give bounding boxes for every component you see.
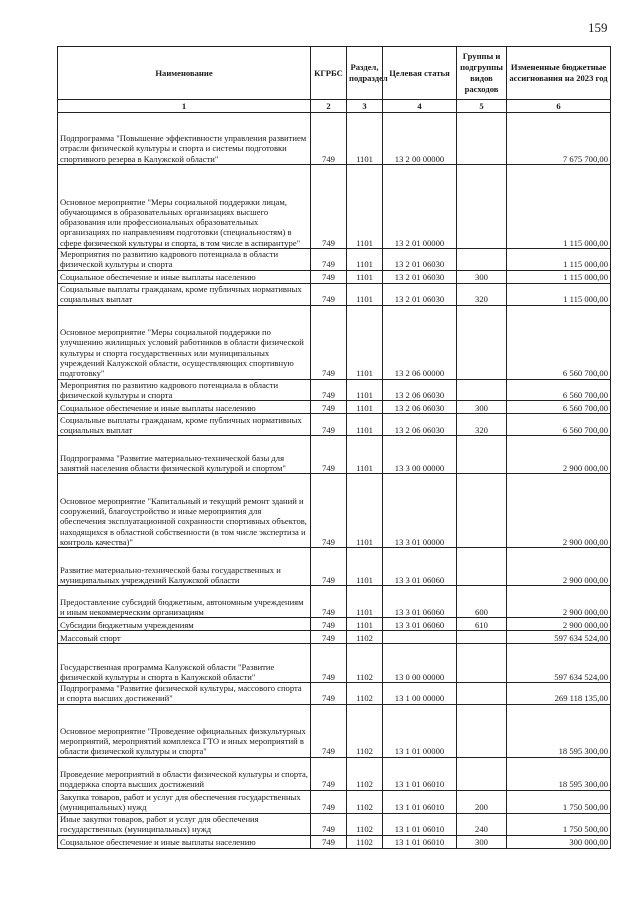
budget-table [57,46,611,849]
table-row [58,757,611,790]
table-row [58,790,611,813]
table-row [58,618,611,631]
row-group [457,165,507,249]
row-section: 1101 [347,548,383,586]
row-group [457,548,507,586]
row-target: 13 2 01 06030 [383,270,457,283]
row-kgrbs: 749 [311,113,347,165]
table-row [58,283,611,305]
column-number: 4 [383,100,457,113]
row-section: 1101 [347,249,383,271]
row-section: 1101 [347,379,383,401]
row-name: Проведение мероприятий в области физической культуры и спорта, поддержка спорта высших достижений [58,757,311,790]
column-number: 5 [457,100,507,113]
table-row [58,631,611,644]
row-kgrbs: 749 [311,790,347,813]
row-target: 13 3 01 06060 [383,586,457,618]
row-name: Социальные выплаты гражданам, кроме публичных нормативных социальных выплат [58,414,311,436]
table-row [58,586,611,618]
table-row [58,379,611,401]
row-target [383,631,457,644]
row-section: 1101 [347,586,383,618]
row-section: 1101 [347,283,383,305]
row-group: 610 [457,618,507,631]
row-amount: 300 000,00 [507,835,611,848]
column-number: 3 [347,100,383,113]
row-target: 13 2 06 06030 [383,379,457,401]
row-name: Социальное обеспечение и иные выплаты населению [58,401,311,414]
row-target: 13 2 01 06030 [383,283,457,305]
row-kgrbs: 749 [311,165,347,249]
row-name: Социальное обеспечение и иные выплаты населению [58,270,311,283]
row-kgrbs: 749 [311,379,347,401]
row-amount: 597 634 524,00 [507,644,611,683]
row-target: 13 3 01 06060 [383,618,457,631]
row-group: 300 [457,270,507,283]
table-row [58,704,611,757]
row-name: Мероприятия по развитию кадрового потенциала в области физической культуры и спорта [58,249,311,271]
table-row [58,165,611,249]
row-amount: 6 560 700,00 [507,401,611,414]
row-kgrbs: 749 [311,414,347,436]
row-group: 320 [457,283,507,305]
row-target: 13 3 01 06060 [383,548,457,586]
row-amount: 1 750 500,00 [507,813,611,835]
row-name: Мероприятия по развитию кадрового потенциала в области физической культуры и спорта [58,379,311,401]
row-section: 1101 [347,401,383,414]
column-number: 2 [311,100,347,113]
row-group: 200 [457,790,507,813]
row-kgrbs: 749 [311,283,347,305]
row-group [457,757,507,790]
row-group: 300 [457,401,507,414]
row-amount: 2 900 000,00 [507,474,611,548]
table-row [58,401,611,414]
row-group: 320 [457,414,507,436]
row-target: 13 1 01 06010 [383,835,457,848]
row-group [457,436,507,474]
row-target: 13 0 00 00000 [383,644,457,683]
header-section: Раздел, подраздел [347,47,383,100]
row-amount: 597 634 524,00 [507,631,611,644]
row-target: 13 1 00 00000 [383,683,457,705]
row-kgrbs: 749 [311,249,347,271]
header-target: Целевая статья [383,47,457,100]
row-name: Иные закупки товаров, работ и услуг для обеспечения государственных (муниципальных) нужд [58,813,311,835]
row-amount: 2 900 000,00 [507,586,611,618]
row-amount: 2 900 000,00 [507,618,611,631]
row-section: 1102 [347,835,383,848]
row-name: Развитие материально-технической базы государственных и муниципальных учреждений Калужской области [58,548,311,586]
row-kgrbs: 749 [311,436,347,474]
row-group [457,113,507,165]
row-amount: 18 595 300,00 [507,757,611,790]
row-kgrbs: 749 [311,305,347,379]
row-group [457,683,507,705]
table-row [58,683,611,705]
row-kgrbs: 749 [311,813,347,835]
row-name: Социальные выплаты гражданам, кроме публичных нормативных социальных выплат [58,283,311,305]
row-name: Предоставление субсидий бюджетным, автономным учреждениям и иным некоммерческим организациям [58,586,311,618]
row-section: 1101 [347,113,383,165]
row-group [457,474,507,548]
row-amount: 1 115 000,00 [507,249,611,271]
row-amount: 2 900 000,00 [507,436,611,474]
table-row [58,835,611,848]
row-kgrbs: 749 [311,683,347,705]
row-group [457,305,507,379]
row-amount: 6 560 700,00 [507,379,611,401]
header-groups: Группы и подгруппы видов расходов [457,47,507,100]
header-name: Наименование [58,47,311,100]
table-row [58,644,611,683]
row-section: 1101 [347,618,383,631]
row-target: 13 3 01 00000 [383,474,457,548]
table-row [58,813,611,835]
row-name: Закупка товаров, работ и услуг для обеспечения государственных (муниципальных) нужд [58,790,311,813]
row-name: Подпрограмма "Развитие материально-технической базы для занятий населения области физической культурой и спортом" [58,436,311,474]
row-amount: 6 560 700,00 [507,305,611,379]
row-target: 13 1 01 06010 [383,790,457,813]
row-name: Подпрограмма "Повышение эффективности управления развитием отрасли физической культуры и спорта и системы подготовки спортивного резерва в Калужской области" [58,113,311,165]
row-name: Основное мероприятие "Меры социальной поддержки лицам, обучающимся в образовательных организациях высшего образования или профессиональных образовательных организациях по направлениям подготовки (специальностям) в сфере физической культуры и спорта, в том числе в аспирантуре" [58,165,311,249]
row-kgrbs: 749 [311,548,347,586]
row-kgrbs: 749 [311,270,347,283]
column-number-row [58,100,611,113]
table-row [58,548,611,586]
table-row [58,249,611,271]
row-section: 1102 [347,683,383,705]
row-kgrbs: 749 [311,757,347,790]
row-section: 1101 [347,270,383,283]
row-section: 1101 [347,165,383,249]
row-kgrbs: 749 [311,704,347,757]
row-section: 1101 [347,474,383,548]
table-row [58,270,611,283]
row-section: 1101 [347,305,383,379]
row-group: 600 [457,586,507,618]
row-amount: 269 118 135,00 [507,683,611,705]
row-target: 13 1 01 00000 [383,704,457,757]
row-target: 13 2 00 00000 [383,113,457,165]
row-target: 13 3 00 00000 [383,436,457,474]
column-number: 6 [507,100,611,113]
row-amount: 1 750 500,00 [507,790,611,813]
row-group [457,379,507,401]
row-section: 1102 [347,644,383,683]
table-row [58,436,611,474]
row-name: Социальное обеспечение и иные выплаты населению [58,835,311,848]
row-section: 1101 [347,414,383,436]
row-target: 13 2 06 00000 [383,305,457,379]
table-row [58,474,611,548]
row-section: 1102 [347,631,383,644]
header-amount: Измененные бюджетные ассигнования на 2023 год [507,47,611,100]
row-kgrbs: 749 [311,474,347,548]
row-kgrbs: 749 [311,644,347,683]
row-name: Государственная программа Калужской области "Развитие физической культуры и спорта в Калужской области" [58,644,311,683]
row-section: 1102 [347,790,383,813]
row-amount: 18 595 300,00 [507,704,611,757]
row-target: 13 2 06 06030 [383,414,457,436]
table-row [58,414,611,436]
row-kgrbs: 749 [311,618,347,631]
header-row [58,47,611,100]
row-group: 240 [457,813,507,835]
row-section: 1102 [347,757,383,790]
row-target: 13 2 01 06030 [383,249,457,271]
row-name: Субсидии бюджетным учреждениям [58,618,311,631]
row-amount: 1 115 000,00 [507,165,611,249]
row-name: Массовый спорт [58,631,311,644]
row-amount: 2 900 000,00 [507,548,611,586]
row-group [457,631,507,644]
row-kgrbs: 749 [311,835,347,848]
row-target: 13 1 01 06010 [383,757,457,790]
row-name: Основное мероприятие "Меры социальной поддержки по улучшению жилищных условий работников в области физической культуры и спорта государственных или муниципальных учреждений Калужской области, осуществляющих спортивную подготовку" [58,305,311,379]
row-group: 300 [457,835,507,848]
row-amount: 1 115 000,00 [507,270,611,283]
row-name: Основное мероприятие "Капитальный и текущий ремонт зданий и сооружений, благоустройство и иные мероприятия для обеспечения эксплуатационной сохранности спортивных объектов, находящихся в областной собственности (в том числе экспертиза и контроль качества)" [58,474,311,548]
table-row [58,113,611,165]
row-kgrbs: 749 [311,401,347,414]
row-kgrbs: 749 [311,631,347,644]
row-name: Основное мероприятие "Проведение официальных физкультурных мероприятий, мероприятий комплекса ГТО и иных мероприятий в области физической культуры и спорта" [58,704,311,757]
row-amount: 1 115 000,00 [507,283,611,305]
row-target: 13 2 06 06030 [383,401,457,414]
table-row [58,305,611,379]
row-group [457,644,507,683]
row-group [457,249,507,271]
row-target: 13 1 01 06010 [383,813,457,835]
row-section: 1102 [347,813,383,835]
header-kgrbs: КГРБС [311,47,347,100]
row-section: 1101 [347,436,383,474]
row-target: 13 2 01 00000 [383,165,457,249]
column-number: 1 [58,100,311,113]
page-number: 159 [588,20,608,35]
row-section: 1102 [347,704,383,757]
row-group [457,704,507,757]
row-name: Подпрограмма "Развитие физической культуры, массового спорта и спорта высших достижений" [58,683,311,705]
row-amount: 6 560 700,00 [507,414,611,436]
row-kgrbs: 749 [311,586,347,618]
row-amount: 7 675 700,00 [507,113,611,165]
